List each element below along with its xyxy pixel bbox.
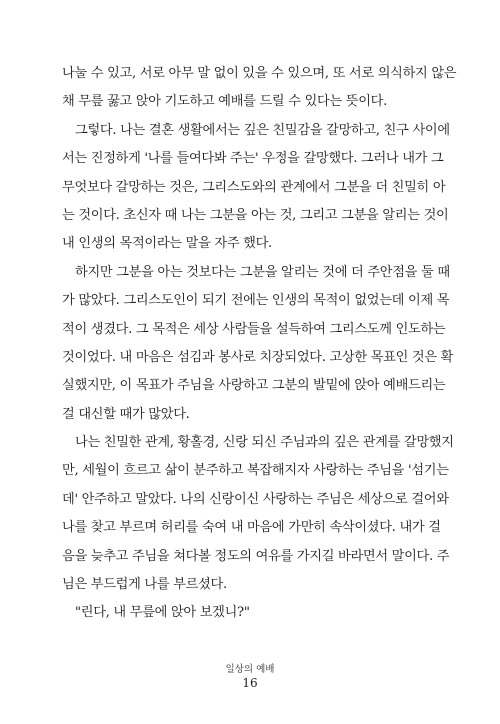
- text-line: 것이었다. 내 마음은 섬김과 봉사로 치장되었다. 고상한 목표인 것은 확: [62, 349, 454, 365]
- text-line: 서는 진정하게 '나를 들여다봐 주는' 우정을 갈망했다. 그러나 내가 그: [62, 151, 444, 167]
- text-line: 하지만 그분을 아는 것보다는 그분을 알리는 것에 더 주안점을 둘 때: [75, 264, 450, 280]
- text-line: 내 인생의 목적이라는 말을 자주 했다.: [62, 236, 272, 252]
- text-line: 무엇보다 갈망하는 것은, 그리스도와의 관계에서 그분을 더 친밀히 아: [62, 179, 446, 195]
- text-line: 나를 찾고 부르며 허리를 숙여 내 마음에 가만히 속삭이셨다. 내가 걸: [62, 520, 441, 536]
- text-line: "린다, 내 무릎에 앉아 보겠니?": [75, 605, 250, 621]
- text-line: 채 무릎 꿇고 앉아 기도하고 예배를 드릴 수 있다는 뜻이다.: [62, 94, 388, 110]
- text-line: 음을 늦추고 주님을 쳐다볼 정도의 여유를 가지길 바라면서 말이다. 주: [62, 548, 450, 564]
- text-line: 실했지만, 이 목표가 주님을 사랑하고 그분의 발밑에 앉아 예배드리는: [62, 378, 446, 394]
- text-line: 나눌 수 있고, 서로 아무 말 없이 있을 수 있으며, 또 서로 의식하지 않은: [62, 66, 457, 81]
- text-line: 적이 생겼다. 그 목적은 세상 사람들을 설득하여 그리스도께 인도하는: [62, 321, 446, 337]
- text-line: 그렇다. 나는 결혼 생활에서는 깊은 친밀감을 갈망하고, 친구 사이에: [75, 122, 450, 138]
- body-text: [62, 60, 457, 628]
- text-line: 는 것이다. 초신자 때 나는 그분을 아는 것, 그리고 그분을 알리는 것이: [62, 207, 449, 223]
- text-line: 걸 대신할 때가 많았다.: [62, 406, 190, 422]
- text-line: 나는 친밀한 관계, 황홀경, 신랑 되신 주님과의 깊은 관계를 갈망했지: [75, 435, 454, 451]
- text-line: 가 많았다. 그리스도인이 되기 전에는 인생의 목적이 없었는데 이제 목: [62, 293, 450, 309]
- page-footer: [0, 663, 500, 691]
- text-line: 님은 부드럽게 나를 부르셨다.: [62, 577, 227, 593]
- page-number: 16: [242, 676, 258, 690]
- running-title: 일상의 예배: [225, 664, 275, 675]
- text-line: 데' 안주하고 말았다. 나의 신랑이신 사랑하는 주님은 세상으로 걸어와: [62, 491, 449, 507]
- text-line: 만, 세월이 흐르고 삶이 분주하고 복잡해지자 사랑하는 주님을 '섬기는: [62, 463, 449, 479]
